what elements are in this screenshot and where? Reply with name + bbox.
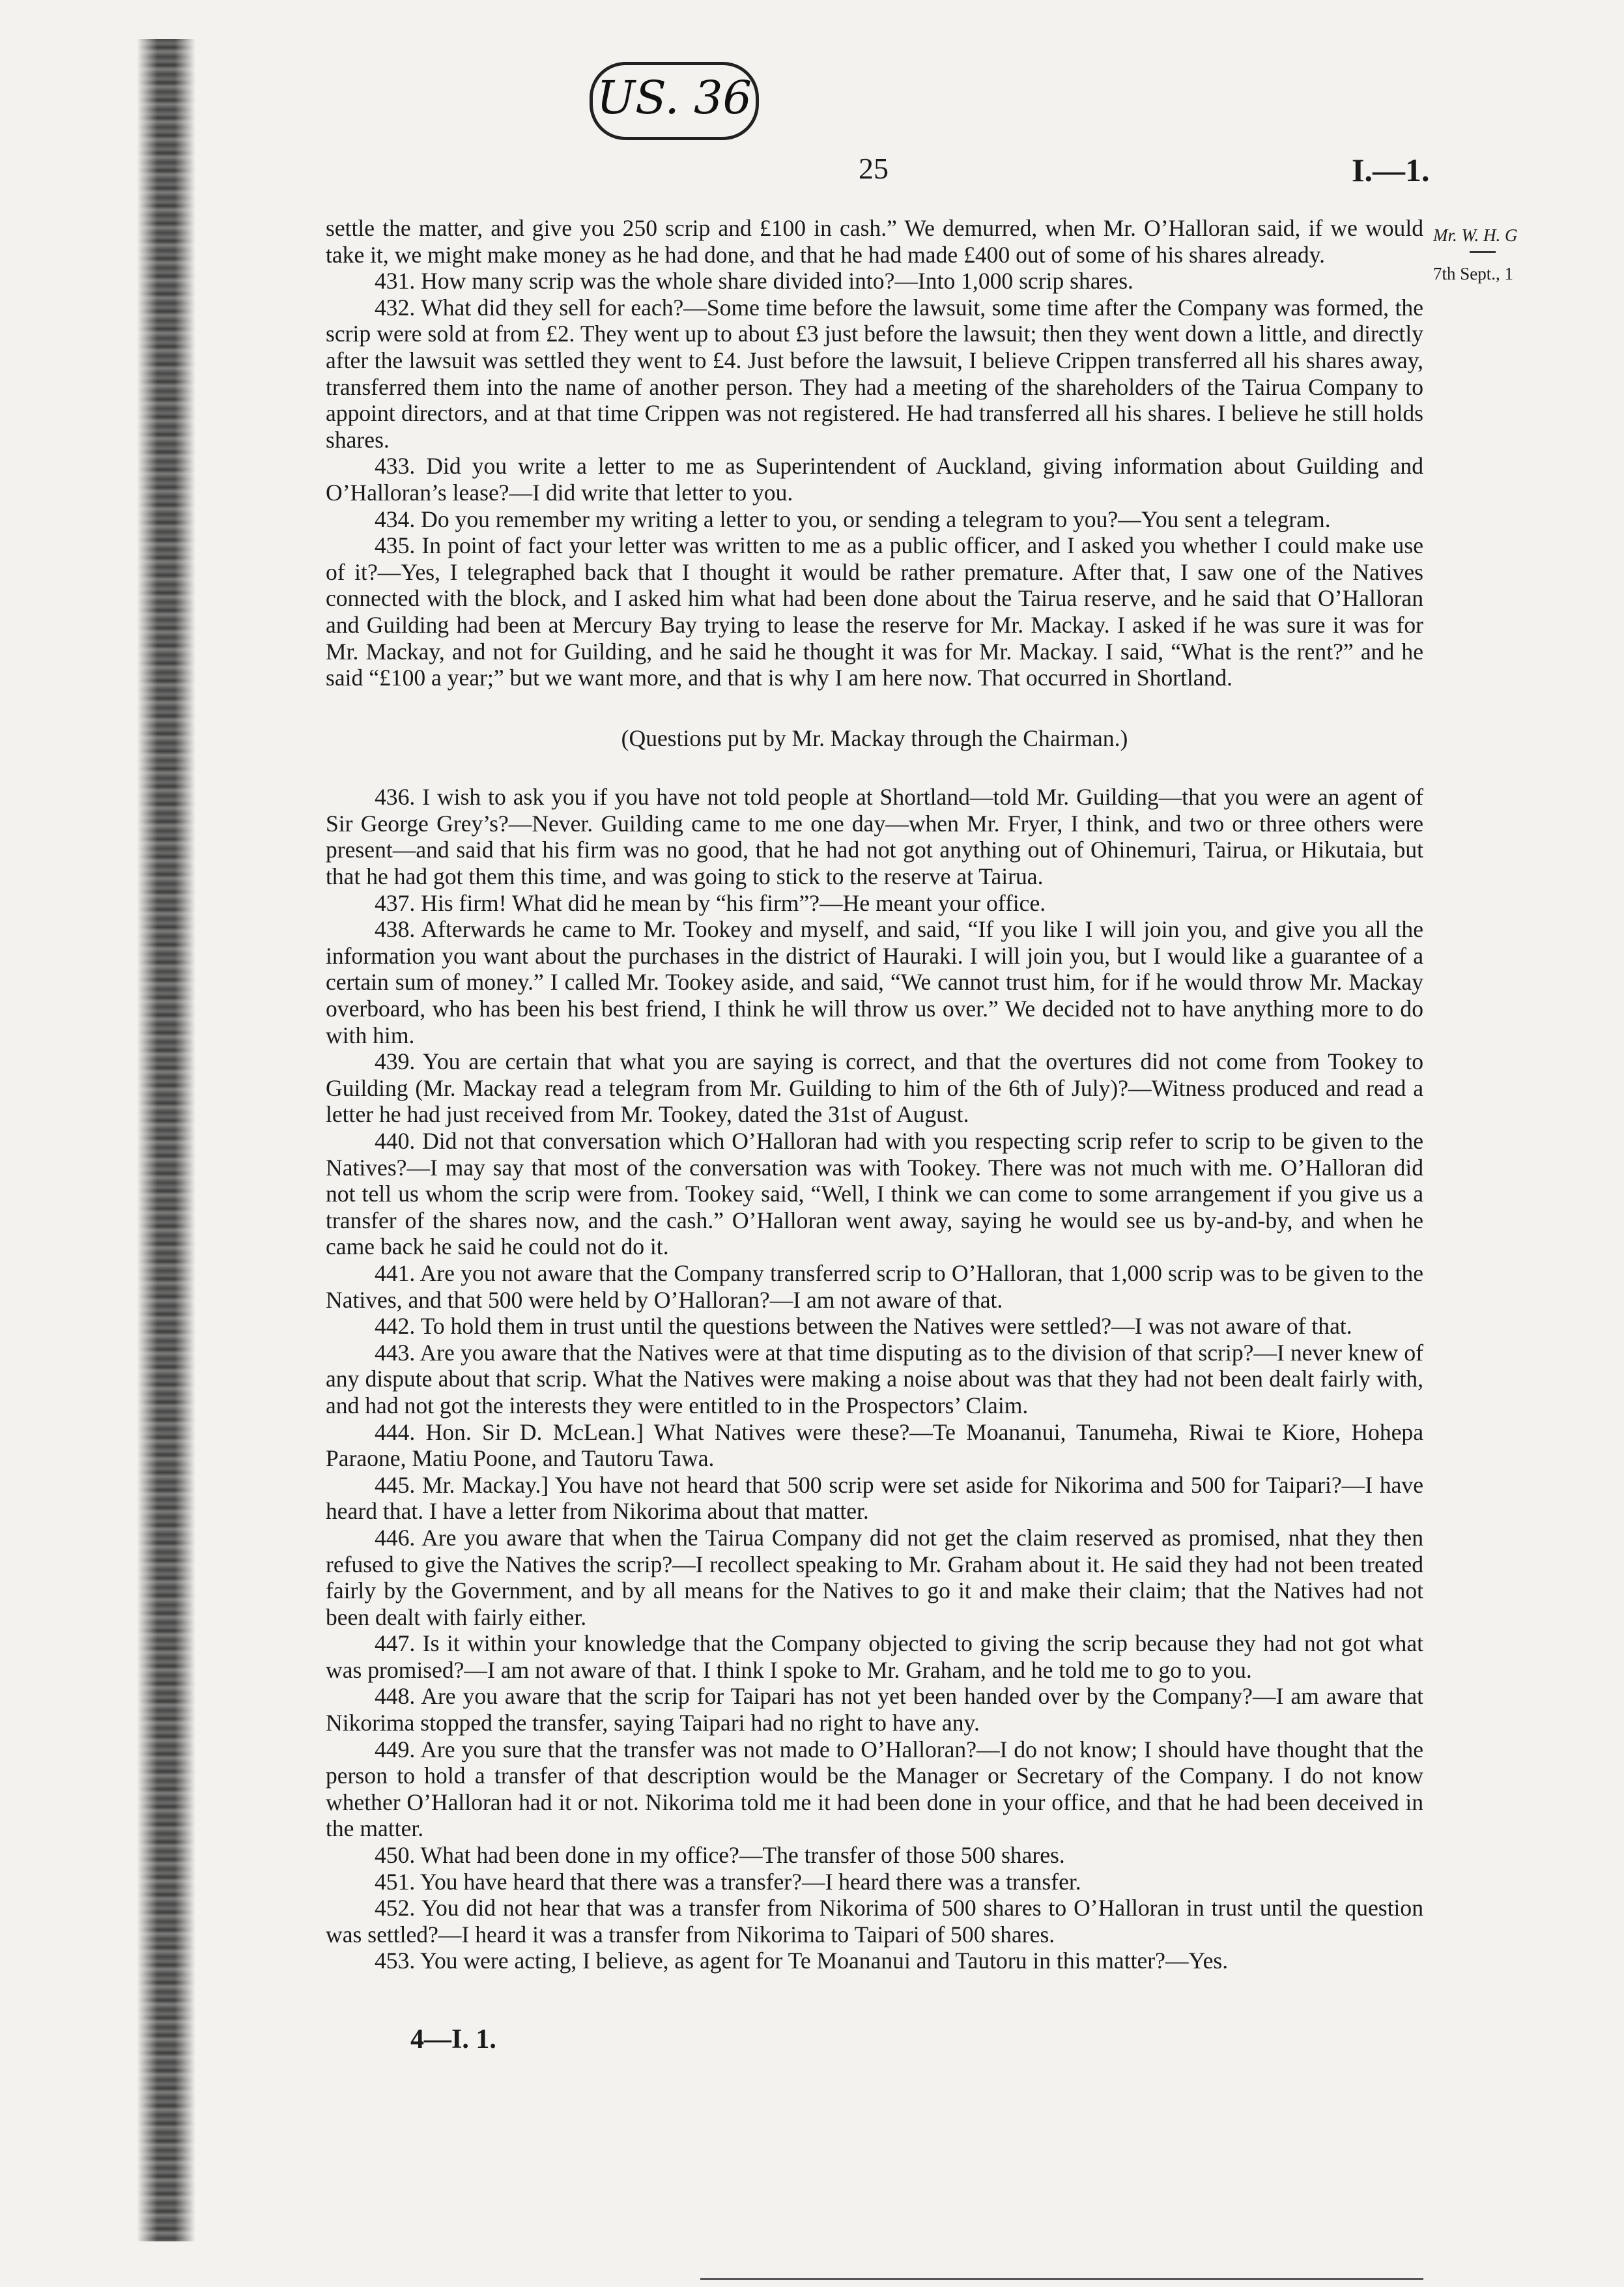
paragraph: 447. Is it within your knowledge that the Company objected to giving the scrip because they had not got what was promised?—I am not aware of that. I think I spoke to Mr. Graham, and he told me to go to you. <box>326 1630 1423 1683</box>
paragraph: 444. Hon. Sir D. McLean.] What Natives were these?—Te Moananui, Tanumeha, Riwai te Kiore, Hohepa Paraone, Matiu Poone, and Tautoru Tawa. <box>326 1418 1423 1472</box>
signature-mark: 4—I. 1. <box>410 2024 496 2054</box>
paragraph: 451. You have heard that there was a transfer?—I heard there was a transfer. <box>375 1868 1081 1895</box>
document-reference: I.—1. <box>1352 152 1430 188</box>
body-text <box>326 215 1423 1974</box>
paragraph: 443. Are you aware that the Natives were at that time disputing as to the division of that scrip?—I never knew of any dispute about that scrip. What the Natives were making a noise about was that they had not been dealt fairly with, and had not got the interests they were entitled to in the Prospectors’ Claim. <box>326 1339 1423 1418</box>
margin-date: 7th Sept., 1 <box>1433 264 1514 283</box>
paragraph: 448. Are you aware that the scrip for Taipari has not yet been handed over by the Company?—I am aware that Nikorima stopped the transfer, saying Taipari had no right to have any. <box>326 1683 1423 1736</box>
paragraph: settle the matter, and give you 250 scrip and £100 in cash.” We demurred, when Mr. O’Halloran said, if we would take it, we might make money as he had done, and that he had made £400 out of some of his shares already. <box>326 215 1423 268</box>
paragraph: 436. I wish to ask you if you have not told people at Shortland—told Mr. Guilding—that you were an agent of Sir George Grey’s?—Never. Guilding came to me one day—when Mr. Fryer, I think, and two or three others were present—and said that his firm was no good, that he had not got anything out of Ohinemuri, Tairua, or Hikutaia, but that he had got them this time, and was going to stick to the reserve at Tairua. <box>326 784 1423 890</box>
paragraph: 435. In point of fact your letter was written to me as a public officer, and I asked you whether I could make use of it?—Yes, I telegraphed back that I thought it would be rather premature. After that, I saw one of the Natives connected with the block, and I asked him what had been done about the Tairua reserve, and he said that O’Halloran and Guilding had been at Mercury Bay trying to lease the reserve for Mr. Mackay. I asked if he was sure it was for Mr. Mackay, and not for Guilding, and he said he thought it was for Mr. Mackay. I said, “What is the rent?” and he said “£100 a year;” but we want more, and that is why I am here now. That occurred in Shortland. <box>326 532 1423 691</box>
margin-witness-name: Mr. W. H. G <box>1433 225 1518 245</box>
paragraph: 432. What did they sell for each?—Some time before the lawsuit, some time after the Company was formed, the scrip were sold at from £2. They went up to about £3 just before the lawsuit; then they went down a little, and directly after the lawsuit was settled they went to £4. Just before the lawsuit, I believe Crippen transferred all his shares away, transferred them into the name of another person. They had a meeting of the shareholders of the Tairua Company to appoint directors, and at that time Crippen was not registered. He had transferred all his shares. I believe he still holds shares. <box>326 294 1423 453</box>
handwritten-reference-note: US. 36 <box>590 62 759 140</box>
page-binding-shadow <box>137 39 195 2241</box>
paragraph: 445. Mr. Mackay.] You have not heard that 500 scrip were set aside for Nikorima and 500 for Taipari?—I have heard that. I have a letter from Nikorima about that matter. <box>326 1471 1423 1525</box>
paragraph: 453. You were acting, I believe, as agent for Te Moananui and Tautoru in this matter?—Yes. <box>375 1948 1229 1974</box>
page-number: 25 <box>859 152 889 185</box>
paragraph: 442. To hold them in trust until the questions between the Natives were settled?—I was not aware of that. <box>375 1313 1352 1340</box>
paragraph: 450. What had been done in my office?—The transfer of those 500 shares. <box>375 1842 1065 1869</box>
paragraph: 431. How many scrip was the whole share divided into?—Into 1,000 scrip shares. <box>375 268 1133 295</box>
paragraph: 452. You did not hear that was a transfer from Nikorima of 500 shares to O’Halloran in trust until the question was settled?—I heard it was a transfer from Nikorima to Taipari of 500 shares. <box>326 1895 1423 1948</box>
paragraph: 439. You are certain that what you are saying is correct, and that the overtures did not come from Tookey to Guilding (Mr. Mackay read a telegram from Mr. Guilding to him of the 6th of July)?—Witness produced and read a letter he had just received from Mr. Tookey, dated the 31st of August. <box>326 1048 1423 1128</box>
paragraph: 434. Do you remember my writing a letter to you, or sending a telegram to you?—You sent a telegram. <box>375 506 1331 532</box>
margin-rule <box>1470 251 1496 253</box>
paragraph: 438. Afterwards he came to Mr. Tookey and myself, and said, “If you like I will join you, and give you all the information you want about the purchases in the district of Hauraki. I will join you, but I would like a guarantee of a certain sum of money.” I called Mr. Tookey aside, and said, “We cannot trust him, for if he would throw Mr. Mackay overboard, who has been his best friend, I think he will throw us over.” We decided not to have anything more to do with him. <box>326 916 1423 1048</box>
paragraph: 446. Are you aware that when the Tairua Company did not get the claim reserved as promised, nhat they then refused to give the Natives the scrip?—I recollect speaking to Mr. Graham about it. He said they had not been treated fairly by the Government, and by all means for the Natives to go it and make their claim; that the Natives had not been dealt with fairly either. <box>326 1524 1423 1630</box>
paragraph: 441. Are you not aware that the Company transferred scrip to O’Halloran, that 1,000 scrip was to be given to the Natives, and that 500 were held by O’Halloran?—I am not aware of that. <box>326 1259 1423 1313</box>
paragraph: 433. Did you write a letter to me as Superintendent of Auckland, giving information about Guilding and O’Halloran’s lease?—I did write that letter to you. <box>326 453 1423 506</box>
section-heading: (Questions put by Mr. Mackay through the Chairman.) <box>621 725 1128 751</box>
paragraph: 449. Are you sure that the transfer was not made to O’Halloran?—I do not know; I should have thought that the person to hold a transfer of that description would be the Manager or Secretary of the Company. I do not know whether O’Halloran had it or not. Nikorima told me it had been done in your office, and that he had been deceived in the matter. <box>326 1736 1423 1842</box>
paragraph: 437. His firm! What did he mean by “his firm”?—He meant your office. <box>375 889 1046 916</box>
paragraph: 440. Did not that conversation which O’Halloran had with you respecting scrip refer to scrip to be given to the Natives?—I may say that most of the conversation was with Tookey. There was not much with me. O’Halloran did not tell us whom the scrip were from. Tookey said, “Well, I think we can come to some arrangement if you give us a transfer of the shares now, and the cash.” O’Halloran went away, saying he would see us by-and-by, and when he came back he said he could not do it. <box>326 1128 1423 1260</box>
bottom-rule <box>700 2278 1423 2280</box>
